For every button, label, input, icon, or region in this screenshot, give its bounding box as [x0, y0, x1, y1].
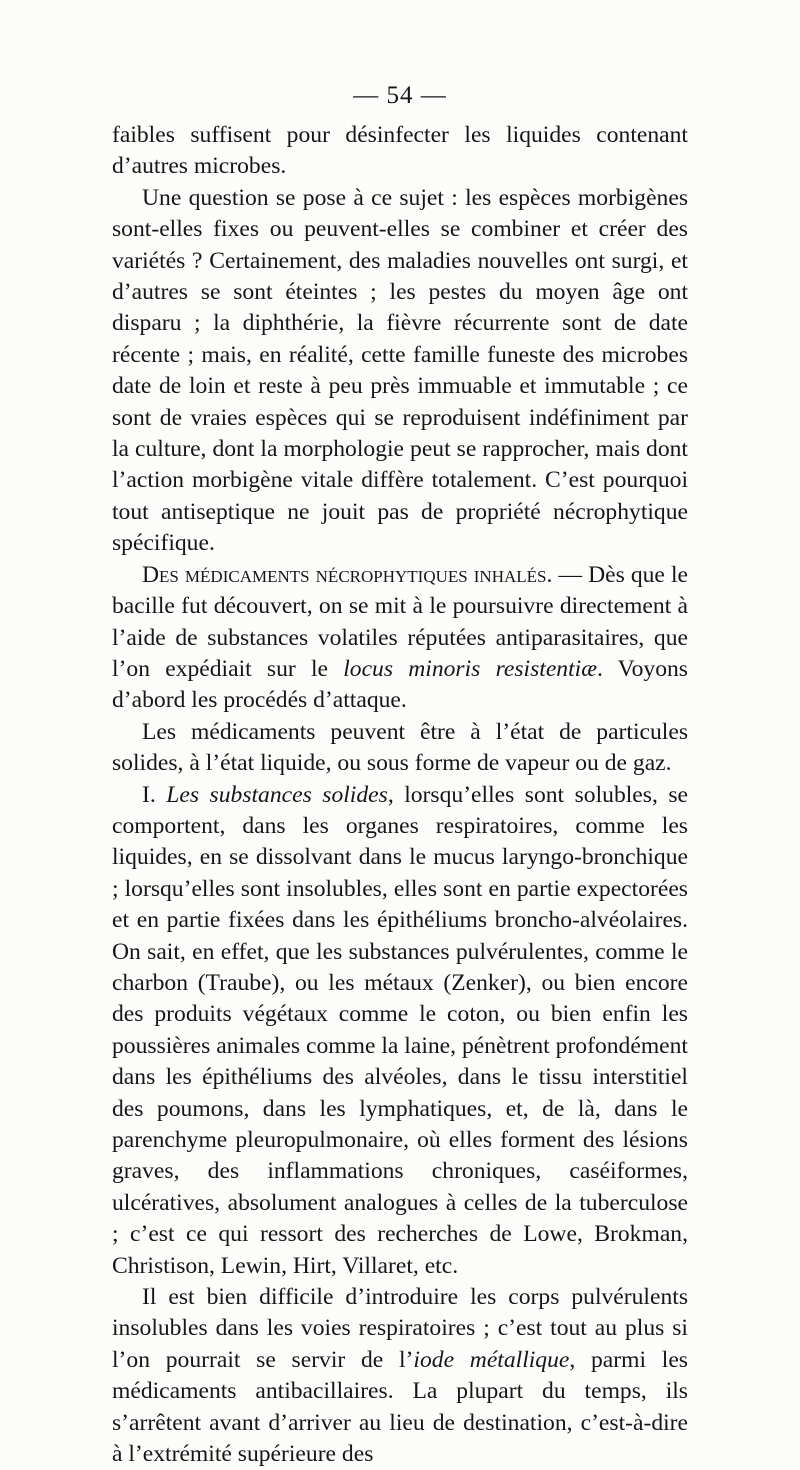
body-text — [112, 120, 688, 1470]
paragraph-p4 — [112, 717, 688, 780]
paragraph-p6 — [112, 1282, 688, 1470]
text-run: Il est bien difficile d’introduire les corps pulvérulents insolubles dans les voies respiratoires ; c’est tout au plus si l’on pourrait se servir de l’ — [112, 1284, 688, 1373]
paragraph-p2 — [112, 183, 688, 560]
italic-phrase: locus minoris resistentiæ — [343, 655, 597, 682]
page-number: — 54 — — [353, 82, 447, 109]
text-run: I. — [142, 781, 167, 808]
paragraph-p3 — [112, 560, 688, 717]
paragraph-p5 — [112, 780, 688, 1283]
italic-phrase: iode métallique — [413, 1346, 570, 1373]
text-run: — Dès que le bacille fut découvert, on se mit à le poursuivre directement à l’aide de substances volatiles réputées antiparasitaires, que l’on expédiait sur le — [112, 561, 688, 682]
text-run: faibles suffisent pour désinfecter les liquides contenant d’autres microbes. — [112, 122, 688, 180]
section-heading: Des médicaments nécrophytiques inhalés. — [142, 561, 553, 588]
text-run: . Voyons d’abord les procédés d’attaque. — [112, 655, 688, 714]
text-run: Les médicaments peuvent être à l’état de particules solides, à l’état liquide, ou sous forme de vapeur ou de gaz. — [112, 718, 688, 777]
text-run: Une question se pose à ce sujet : les espèces morbigènes sont-elles fixes ou peuvent-elles se combiner et créer des variétés ? Certainement, des maladies nouvelles ont surgi, et d’autres se sont éteintes ; les pestes du moyen âge ont disparu ; la diphthérie, la fièvre récurrente sont de date récente ; mais, en réalité, cette famille funeste des microbes date de loin et reste à peu près immuable et immutable ; ce sont de vraies espèces qui se reproduisent indéfiniment par la culture, dont la morphologie peut se rapprocher, mais dont l’action morbigène vitale diffère totalement. C’est pourquoi tout antiseptique ne jouit pas de propriété nécrophytique spécifique. — [112, 184, 688, 557]
italic-phrase: Les substances solides — [166, 781, 388, 808]
paragraph-p1 — [112, 120, 688, 183]
text-run: , lorsqu’elles sont solubles, se comportent, dans les organes respiratoires, comme les liquides, en se dissolvant dans le mucus laryngo-bronchique ; lorsqu’elles sont insolubles, elles sont en partie expectorées et en partie fixées dans les épithéliums broncho-alvéolaires. On sait, en effet, que les substances pulvérulentes, comme le charbon (Traube), ou les métaux (Zenker), ou bien encore des produits végétaux comme le coton, ou bien enfin les poussières animales comme la laine, pénètrent profondément dans les épithéliums des alvéoles, dans le tissu interstitiel des poumons, dans les lymphatiques, et, de là, dans le parenchyme pleuropulmonaire, où elles forment des lésions graves, des inflammations chroniques, caséiformes, ulcératives, absolument analogues à celles de la tuberculose ; c’est ce qui ressort des recherches de Lowe, Brokman, Christison, Lewin, Hirt, Villaret, etc. — [112, 781, 689, 1279]
text-run: , parmi les médicaments antibacillaires. La plupart du temps, ils s’arrêtent avant d’arriver au lieu de destination, c’est-à-dire à l’extrémité supérieure des — [112, 1346, 688, 1468]
